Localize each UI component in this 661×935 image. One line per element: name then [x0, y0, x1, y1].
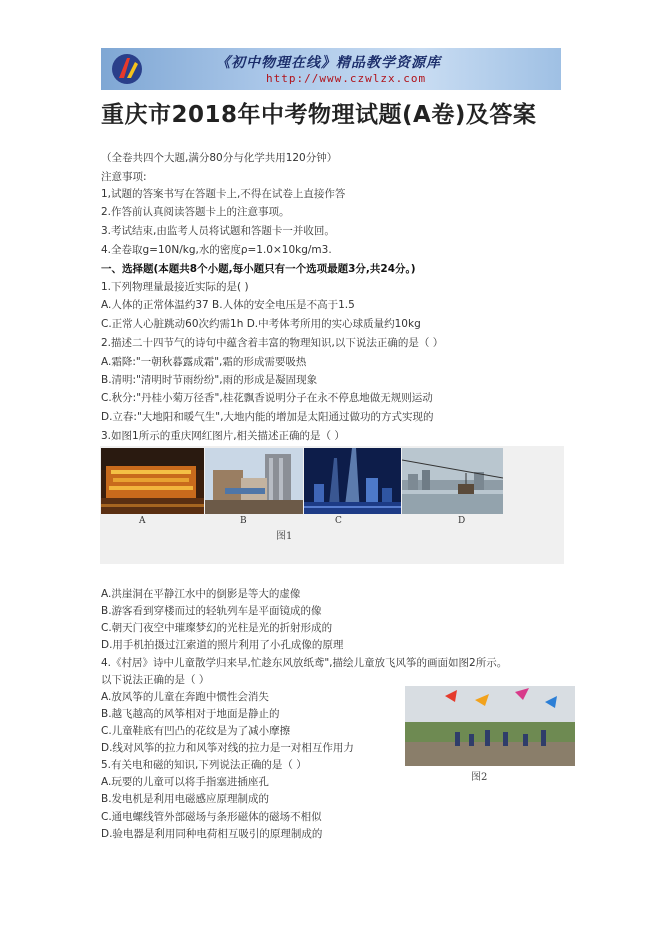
note-item: 1,试题的答案书写在答题卡上,不得在试卷上直接作答 [101, 188, 346, 200]
question-option: A.人体的正常体温约37 B.人体的安全电压是不高于1.5 [101, 299, 355, 311]
photo-label-b: B [240, 516, 247, 526]
question-option: C.通电螺线管外部磁场与条形磁体的磁场不相似 [101, 811, 322, 823]
notes-header: 注意事项: [101, 171, 147, 183]
photo-light-rail [205, 448, 303, 514]
header-banner [101, 48, 561, 90]
question-option: C.秋分:"丹桂小菊万径香",桂花飘香说明分子在永不停息地做无规则运动 [101, 392, 433, 404]
figure-1-caption: 图1 [276, 531, 293, 542]
question-option: C.朝天门夜空中璀璨梦幻的光柱是光的折射形成的 [101, 622, 333, 634]
question-stem: 2.描述二十四节气的诗句中蕴含着丰富的物理知识,以下说法正确的是（ ） [101, 337, 444, 349]
question-option: A.洪崖洞在平静江水中的倒影是等大的虚像 [101, 588, 301, 600]
photo-kites [405, 686, 575, 766]
note-item: 4.全卷取g=10N/kg,水的密度ρ=1.0×10kg/m3. [101, 244, 332, 256]
note-item: 2.作答前认真阅读答题卡上的注意事项。 [101, 206, 290, 218]
photo-hongyadong [101, 448, 204, 514]
question-stem: 1.下列物理量最接近实际的是( ) [101, 281, 249, 293]
question-option: D.用手机拍摄过江索道的照片利用了小孔成像的原理 [101, 639, 344, 651]
photo-label-a: A [139, 516, 146, 526]
figure-2-caption: 图2 [471, 772, 488, 783]
photo-chaotianmen [304, 448, 401, 514]
question-option: A.放风筝的儿童在奔跑中惯性会消失 [101, 691, 269, 703]
question-option: B.发电机是利用电磁感应原理制成的 [101, 793, 270, 805]
question-option: D.立春:"大地阳和暖气生",大地内能的增加是太阳通过做功的方式实现的 [101, 411, 434, 423]
question-stem-continued: 以下说法正确的是（ ） [101, 674, 210, 686]
question-option: A.玩要的儿童可以将手指塞进插座孔 [101, 776, 269, 788]
photo-label-d: D [458, 516, 466, 526]
question-option: B.越飞越高的风筝相对于地面是静止的 [101, 708, 280, 720]
photo-label-c: C [335, 516, 342, 526]
question-option: A.霜降:"一朝秋暮露成霜",霜的形成需要吸热 [101, 356, 307, 368]
question-option: C.正常人心脏跳动60次约需1h D.中考体考所用的实心球质量约10kg [101, 318, 421, 330]
site-logo-icon [107, 52, 147, 86]
question-option: D.验电器是利用同种电荷相互吸引的原理制成的 [101, 828, 323, 840]
question-option: B.游客看到穿楼而过的轻轨列车是平面镜成的像 [101, 605, 322, 617]
question-option: B.清明:"清明时节雨纷纷",雨的形成是凝固现象 [101, 374, 318, 386]
question-stem: 5.有关电和磁的知识,下列说法正确的是（ ） [101, 759, 307, 771]
page-title: 重庆市2018年中考物理试题(A卷)及答案 [101, 102, 537, 128]
question-stem: 4.《村居》诗中儿童散学归来早,忙趁东风放纸鸢",描绘儿童放飞风筝的画面如图2所示。 [101, 657, 508, 669]
note-item: 3.考试结束,由监考人员将试题和答题卡一并收回。 [101, 225, 335, 237]
photo-cable-car [402, 448, 503, 514]
question-stem: 3.如图1所示的重庆网红图片,相关描述正确的是（ ） [101, 430, 345, 442]
question-option: D.线对风筝的拉力和风筝对线的拉力是一对相互作用力 [101, 742, 354, 754]
exam-intro: （全卷共四个大题,满分80分与化学共用120分钟） [101, 152, 338, 164]
banner-url[interactable]: http://www.czwlzx.com [266, 72, 427, 85]
banner-title: 《初中物理在线》精品教学资源库 [216, 55, 441, 71]
question-option: C.儿童鞋底有凹凸的花纹是为了减小摩擦 [101, 725, 291, 737]
section-heading: 一、选择题(本题共8个小题,每小题只有一个选项最题3分,共24分。) [101, 263, 416, 275]
